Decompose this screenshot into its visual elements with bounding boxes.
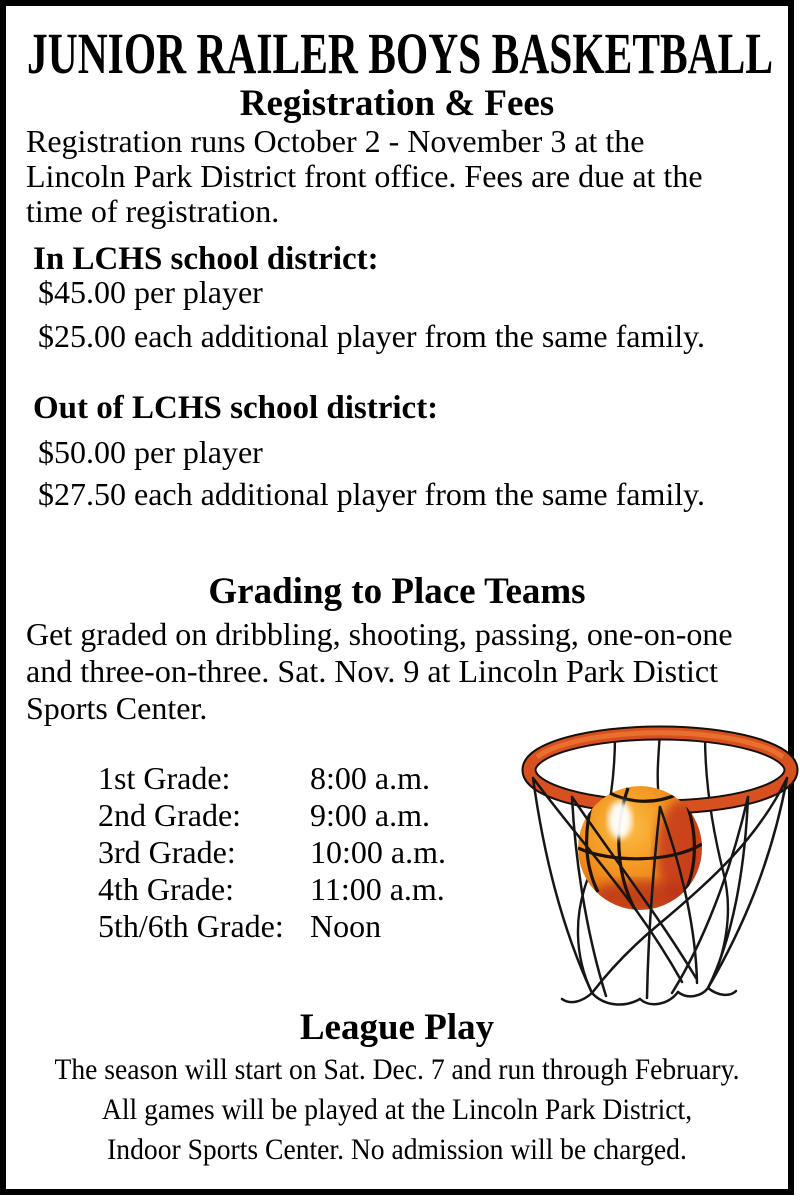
grading-schedule-table	[98, 760, 446, 945]
in-district-fee-additional: $25.00 each additional player from the same family.	[38, 318, 706, 354]
schedule-time: 11:00 a.m.	[310, 871, 445, 907]
schedule-grade: 4th Grade:	[98, 871, 234, 907]
grading-line: Get graded on dribbling, shooting, passing, one-on-one	[26, 616, 733, 652]
schedule-time: 8:00 a.m.	[310, 760, 430, 796]
schedule-row	[98, 760, 446, 797]
page-title-text: JUNIOR RAILER BOYS BASKETBALL	[27, 21, 773, 86]
league-line: The season will start on Sat. Dec. 7 and run through February.	[54, 1053, 740, 1086]
grading-line: and three-on-three. Sat. Nov. 9 at Lincoln Park Distict	[26, 653, 718, 689]
registration-line: Registration runs October 2 - November 3 at the	[26, 123, 645, 159]
registration-paragraph	[26, 124, 703, 229]
out-district-fee-additional: $27.50 each additional player from the same family.	[38, 476, 706, 512]
registration-heading: Registration & Fees	[239, 83, 555, 124]
in-district-heading: In LCHS school district:	[33, 241, 379, 277]
schedule-grade: 3rd Grade:	[98, 834, 236, 870]
schedule-grade: 5th/6th Grade:	[98, 908, 284, 944]
out-district-fee-per-player: $50.00 per player	[38, 434, 263, 470]
league-heading: League Play	[299, 1007, 495, 1048]
grading-heading: Grading to Place Teams	[208, 571, 586, 612]
league-paragraph	[32, 1050, 762, 1170]
in-district-fee-per-player: $45.00 per player	[38, 274, 263, 310]
schedule-row	[98, 797, 446, 834]
out-district-heading: Out of LCHS school district:	[33, 390, 439, 426]
grading-line: Sports Center.	[26, 690, 208, 726]
registration-line: time of registration.	[26, 193, 280, 229]
schedule-time: 10:00 a.m.	[310, 834, 446, 870]
basketball-hoop-illustration	[500, 700, 800, 1010]
league-line: All games will be played at the Lincoln Park District,	[101, 1093, 693, 1126]
schedule-time: 9:00 a.m.	[310, 797, 430, 833]
schedule-time: Noon	[310, 908, 382, 944]
page-title	[27, 22, 773, 86]
league-line: Indoor Sports Center. No admission will be charged.	[107, 1133, 687, 1166]
schedule-row	[98, 871, 446, 908]
registration-line: Lincoln Park District front office. Fees are due at the	[26, 158, 703, 194]
schedule-grade: 1st Grade:	[98, 760, 231, 796]
schedule-grade: 2nd Grade:	[98, 797, 242, 833]
schedule-row	[98, 908, 446, 945]
schedule-row	[98, 834, 446, 871]
